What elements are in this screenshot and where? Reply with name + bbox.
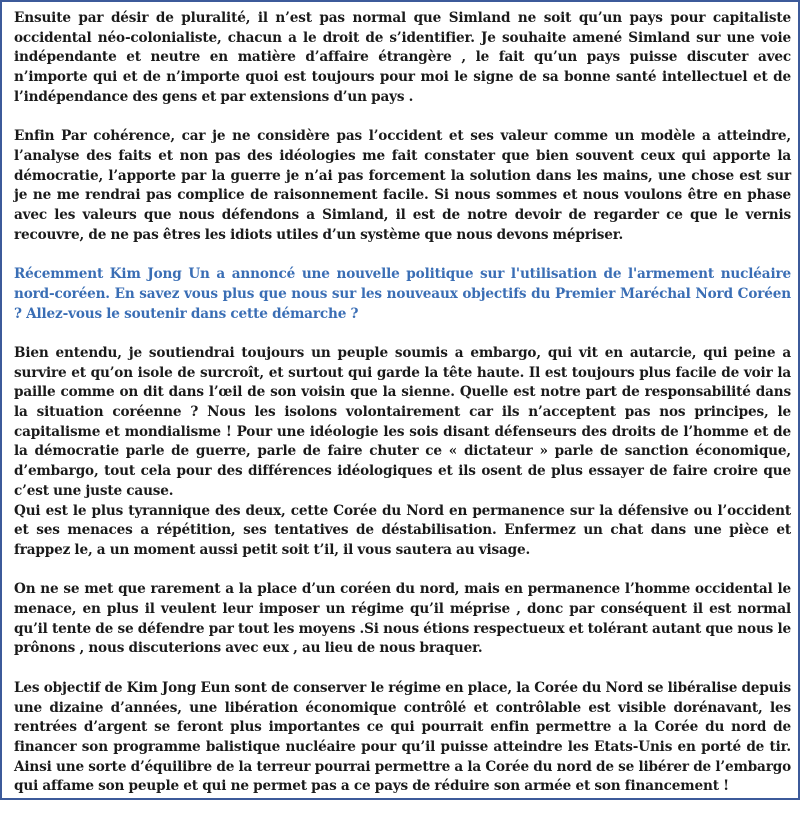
paragraph-embargo: Bien entendu, je soutiendrai toujours un peuple soumis a embargo, qui vit en autarcie, qui peine a survire et qu’on isole de surcroît, et surtout qui garde la tête haute. Il est toujours plus facile de voir la paille comme on dit dans l’œil de son voisin que la sienne. Quelle est notre part de responsabilité dans la situation coréenne ? Nous les isolons volontairement car ils n’acceptent pas nos principes, le capitalisme et mondialisme ! Pour une idéologie les sois disant défenseurs des droits de l’homme et de la démocratie parle de guerre, parle de faire chuter ce « dictateur » parle de sanction économique, d’embargo, tout cela pour des différences idéologiques et ils osent de plus essayer de faire croire que c’est une juste cause.	[14, 344, 791, 499]
paragraph-objectifs: Les objectif de Kim Jong Eun sont de conserver le régime en place, la Corée du Nord se libéralise depuis une dizaine d’années, une libération économique contrôlé et contrôlable est visible dorénavant, les rentrées d’argent se feront plus importantes ce qui pourrait enfin permettre a la Corée du nord de financer son programme balistique nucléaire pour qu’il puisse atteindre les Etats-Unis en porté de tir. Ainsi une sorte d’équilibre de la terreur pourrai permettre a la Corée du nord de se libérer de l’embargo qui affame son peuple et qui ne permet pas a ce pays de réduire son armée et son financement !	[14, 679, 791, 795]
paragraph-tyrannique: Qui est le plus tyrannique des deux, cette Corée du Nord en permanence sur la défensive ou l’occident et ses menaces a répétition, ses tentatives de déstabilisation. Enfermez un chat dans une pièce et frappez le, a un moment aussi petit soit t’il, il vous sautera au visage.	[14, 502, 791, 558]
document-body	[14, 9, 791, 817]
paragraph-coreen-du-nord: On ne se met que rarement a la place d’un coréen du nord, mais en permanence l’homme occidental le menace, en plus il veulent leur imposer un régime qu’il méprise , donc par conséquent il est normal qu’il tente de se défendre par tout les moyens .Si nous étions respectueux et tolérant autant que nous le prônons , nous discuterions avec eux , au lieu de nous braquer.	[14, 581, 791, 657]
paragraph-pluralite: Ensuite par désir de pluralité, il n’est pas normal que Simland ne soit qu’un pays pour capitaliste occidental néo-colonialiste, chacun a le droit de s’identifier. Je souhaite amené Simland sur une voie indépendante et neutre en matière d’affaire étrangère , le fait qu’un pays puisse discuter avec n’importe qui et de n’importe quoi est toujours pour moi le signe de sa bonne santé intellectuel et de l’indépendance des gens et par extensions d’un pays .	[14, 10, 791, 105]
paragraph-coherence: Enfin Par cohérence, car je ne considère pas l’occident et ses valeur comme un modèle a atteindre, l’analyse des faits et non pas des idéologies me fait constater que bien souvent ceux qui apporte la démocratie, l’apporte par la guerre je n’ai pas forcement la solution dans les mains, une chose est sur je ne me rendrai pas complice de raisonnement facile. Si nous sommes et nous voulons être en phase avec les valeurs que nous défendons a Simland, il est de notre devoir de regarder ce que le vernis recouvre, de ne pas êtres les idiots utiles d’un système que nous devons mépriser.	[14, 128, 791, 243]
interview-question: Récemment Kim Jong Un a annoncé une nouvelle politique sur l'utilisation de l'armement nucléaire nord-coréen. En savez vous plus que nous sur les nouveaux objectifs du Premier Maréchal Nord Coréen ? Allez-vous le soutenir dans cette démarche ?	[14, 266, 791, 322]
